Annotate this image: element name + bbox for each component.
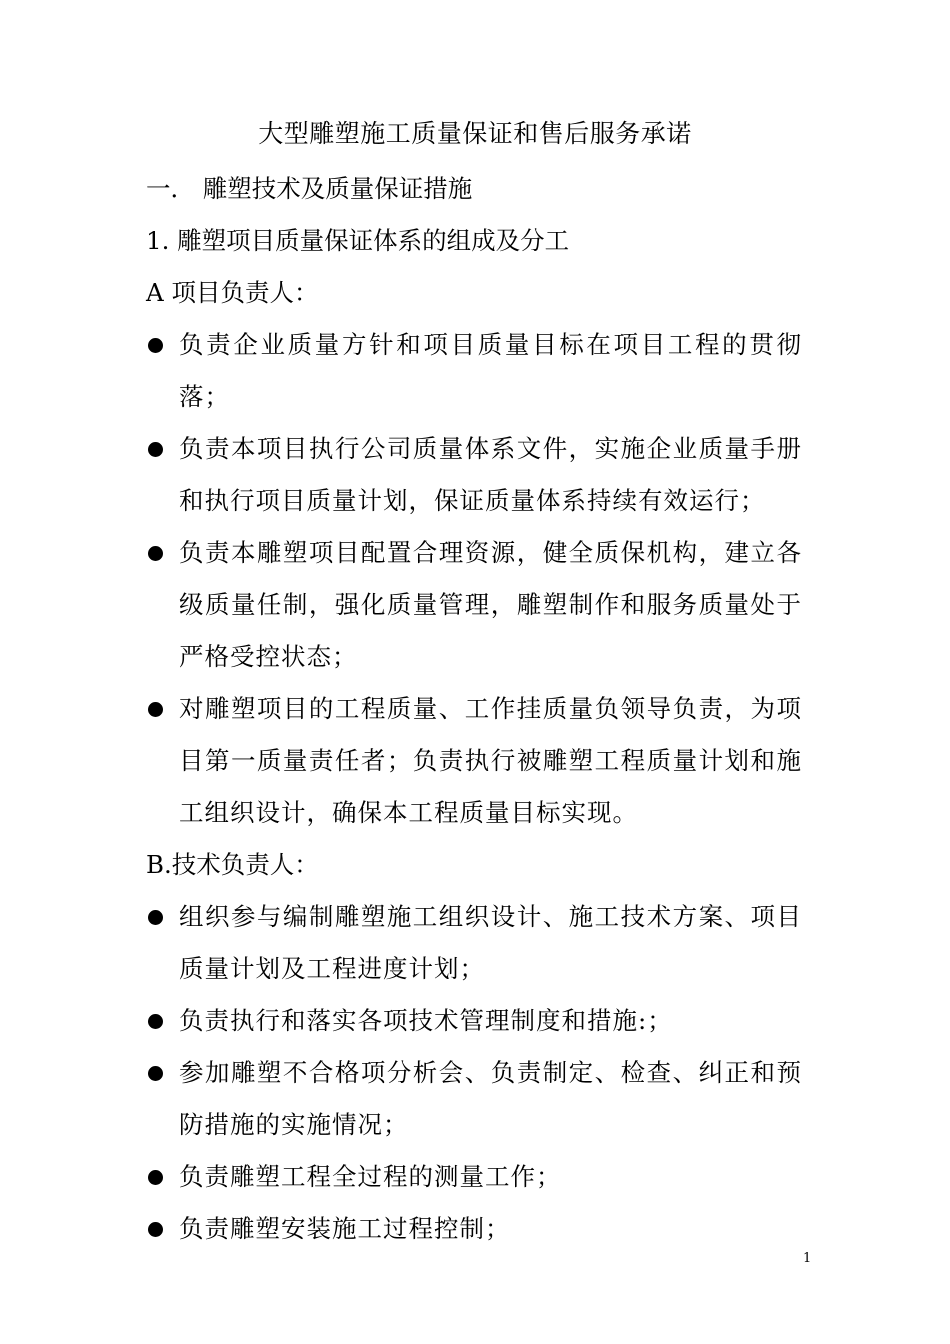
list-item-text: 负责本雕塑项目配置合理资源，健全质保机构，建立各级质量任制，强化质量管理，雕塑制作和服务质量处于严格受控状态； — [179, 538, 802, 671]
bullet-icon — [148, 442, 163, 457]
page-number: 1 — [803, 1251, 812, 1266]
bullet-icon — [148, 702, 163, 717]
list-item — [146, 1151, 802, 1203]
subsection-heading: 1. 雕塑项目质量保证体系的组成及分工 — [146, 226, 570, 255]
list-item — [146, 1203, 802, 1255]
list-item — [146, 683, 802, 839]
list-item-text: 负责企业质量方针和项目质量目标在项目工程的贯彻落； — [179, 330, 802, 411]
list-item — [146, 527, 802, 683]
list-item-text: 对雕塑项目的工程质量、工作挂质量负领导负责，为项目第一质量责任者；负责执行被雕塑工程质量计划和施工组织设计，确保本工程质量目标实现。 — [179, 694, 802, 827]
bullet-icon — [148, 546, 163, 561]
bullet-icon — [148, 1222, 163, 1237]
bullet-icon — [148, 1014, 163, 1029]
list-item-text: 组织参与编制雕塑施工组织设计、施工技术方案、项目质量计划及工程进度计划； — [179, 902, 802, 983]
role-a-heading: A 项目负责人： — [146, 278, 319, 307]
role-b-heading: B.技术负责人： — [146, 850, 319, 879]
bullet-icon — [148, 338, 163, 353]
section-heading: 一． 雕塑技术及质量保证措施 — [146, 174, 473, 203]
list-item-text: 参加雕塑不合格项分析会、负责制定、检查、纠正和预防措施的实施情况； — [179, 1058, 802, 1139]
list-item — [146, 891, 802, 995]
list-item — [146, 995, 802, 1047]
document-body — [146, 163, 802, 1255]
document-title: 大型雕塑施工质量保证和售后服务承诺 — [258, 119, 692, 148]
bullet-icon — [148, 1066, 163, 1081]
list-item-text: 负责雕塑安装施工过程控制； — [179, 1214, 511, 1243]
list-item — [146, 319, 802, 423]
bullet-icon — [148, 1170, 163, 1185]
list-item — [146, 423, 802, 527]
list-item-text: 负责雕塑工程全过程的测量工作； — [179, 1162, 562, 1191]
bullet-icon — [148, 910, 163, 925]
list-item-text: 负责执行和落实各项技术管理制度和措施:； — [179, 1006, 673, 1035]
list-item-text: 负责本项目执行公司质量体系文件，实施企业质量手册和执行项目质量计划，保证质量体系持续有效运行； — [179, 434, 802, 515]
list-item — [146, 1047, 802, 1151]
